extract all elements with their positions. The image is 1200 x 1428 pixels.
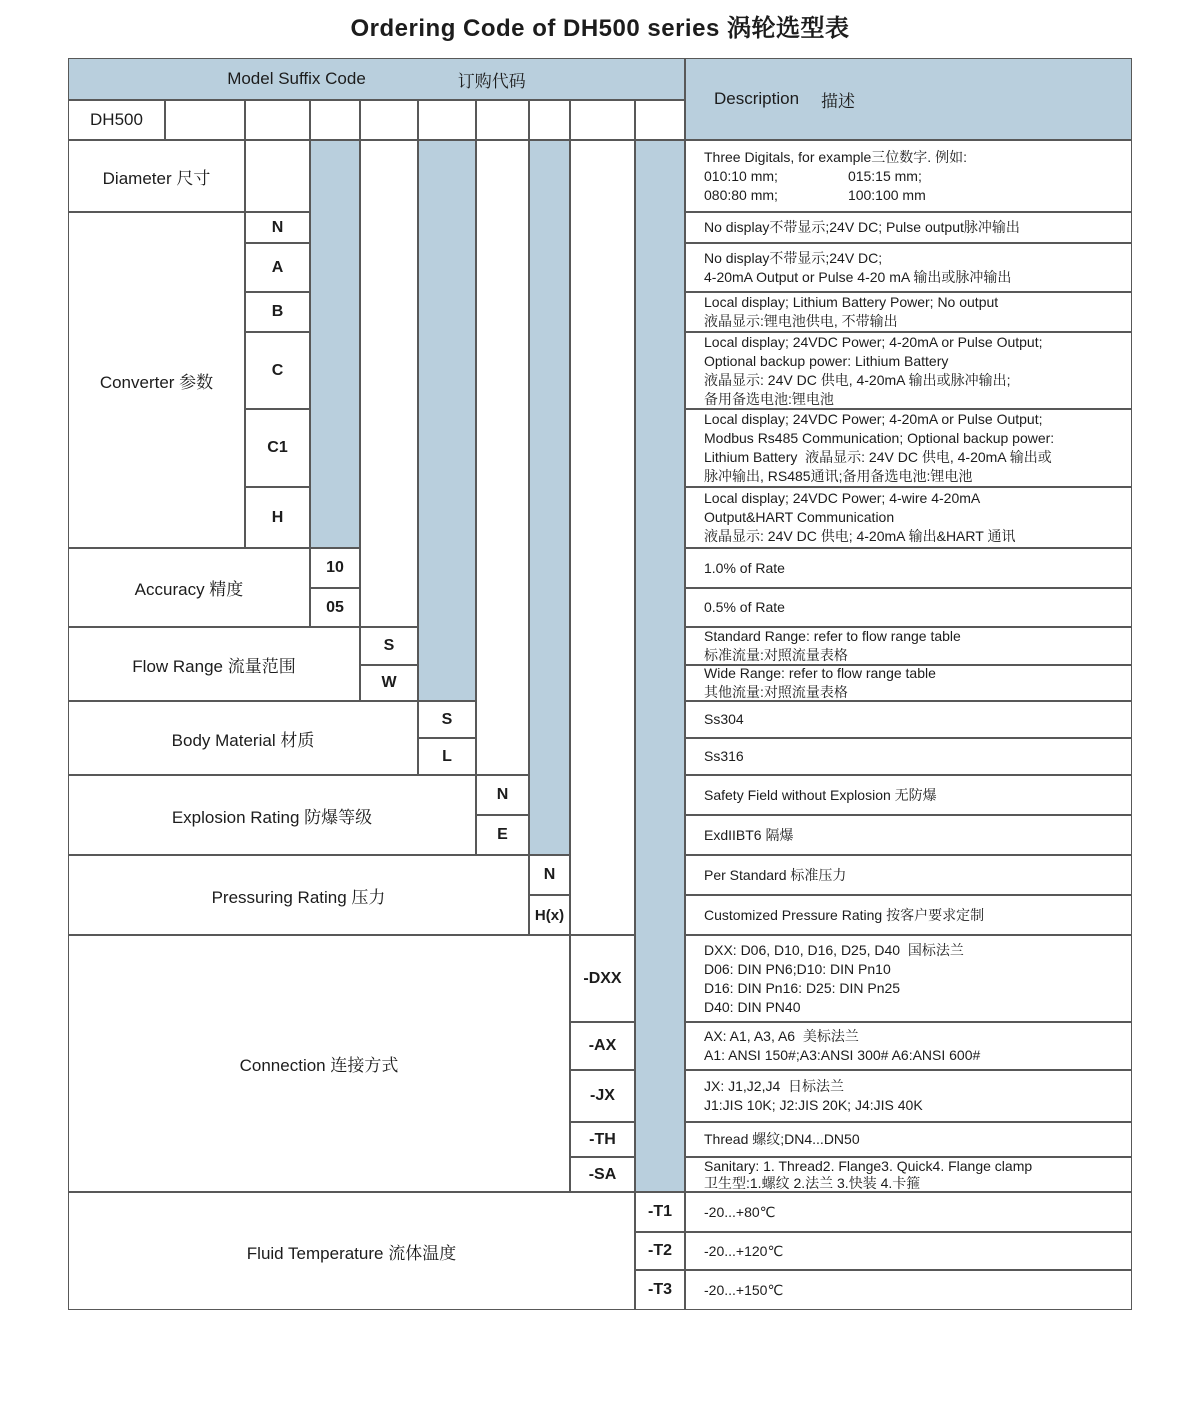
desc-pressure-n bbox=[685, 855, 1132, 895]
desc-line: 1.0% of Rate bbox=[704, 559, 785, 576]
empty-code-box-3 bbox=[310, 100, 360, 140]
empty-code-box-8 bbox=[570, 100, 635, 140]
code-cell-temp-t2: -T2 bbox=[635, 1232, 685, 1270]
desc-line: 标准流量:对照流量表格 bbox=[704, 647, 848, 663]
code-cell-pressure-n: N bbox=[529, 855, 570, 895]
desc-line: Local display; 24VDC Power; 4-20mA or Pulse Output; bbox=[704, 411, 1043, 427]
desc-flow-s bbox=[685, 627, 1132, 665]
desc-connection-sa bbox=[685, 1157, 1132, 1192]
desc-line: Ss316 bbox=[704, 748, 744, 764]
desc-body-s bbox=[685, 701, 1132, 738]
desc-line: Standard Range: refer to flow range table bbox=[704, 628, 961, 644]
code-cell-flow-s: S bbox=[360, 627, 418, 665]
empty-code-box-5 bbox=[418, 100, 476, 140]
code-cell-connection-ax: -AX bbox=[570, 1022, 635, 1070]
desc-line: 液晶显示:锂电池供电, 不带输出 bbox=[704, 313, 898, 329]
desc-connection-th bbox=[685, 1122, 1132, 1157]
desc-line: Local display; 24VDC Power; 4-20mA or Pulse Output; bbox=[704, 333, 1043, 350]
desc-accuracy-05 bbox=[685, 588, 1132, 627]
code-cell-flow-w: W bbox=[360, 665, 418, 701]
header-description-en: Description bbox=[714, 89, 800, 108]
empty-code-box-1 bbox=[165, 100, 245, 140]
desc-accuracy-10 bbox=[685, 548, 1132, 588]
code-cell-connection-dxx: -DXX bbox=[570, 935, 635, 1022]
desc-line: -20...+150℃ bbox=[704, 1281, 784, 1298]
code-cell-explosion-n: N bbox=[476, 775, 529, 815]
group-label-body-material: Body Material 材质 bbox=[68, 701, 418, 775]
stripe-body-column bbox=[418, 140, 476, 701]
desc-line: 液晶显示: 24V DC 供电, 4-20mA 输出或脉冲输出; bbox=[704, 371, 1011, 388]
code-cell-converter-h: H bbox=[245, 487, 310, 548]
desc-converter-n bbox=[685, 212, 1132, 243]
header-model-suffix-code bbox=[68, 58, 685, 100]
desc-line: Thread 螺纹;DN4...DN50 bbox=[704, 1131, 860, 1147]
code-cell-diameter bbox=[245, 140, 310, 212]
desc-line: Ss304 bbox=[704, 711, 744, 727]
header-description bbox=[685, 58, 1132, 140]
gap-flow-column bbox=[360, 140, 418, 627]
desc-line: ExdIIBT6 隔爆 bbox=[704, 826, 794, 843]
code-cell-body-s: S bbox=[418, 701, 476, 738]
desc-line: 010:10 mm; 015:15 mm; bbox=[704, 167, 922, 184]
desc-line: A1: ANSI 150#;A3:ANSI 300# A6:ANSI 600# bbox=[704, 1047, 981, 1063]
desc-line: 备用备选电池:锂电池 bbox=[704, 390, 834, 407]
header-description-cn: 描述 bbox=[821, 91, 856, 111]
desc-line: JX: J1,J2,J4 日标法兰 bbox=[704, 1078, 845, 1094]
group-label-flow-range: Flow Range 流量范围 bbox=[68, 627, 360, 701]
header-order-code-cn: 订购代码 bbox=[457, 71, 526, 91]
desc-line: 卫生型:1.螺纹 2.法兰 3.快装 4.卡箍 bbox=[704, 1174, 921, 1191]
code-cell-converter-b: B bbox=[245, 292, 310, 332]
empty-code-box-6 bbox=[476, 100, 529, 140]
desc-converter-c1 bbox=[685, 409, 1132, 487]
desc-line: Optional backup power: Lithium Battery bbox=[704, 352, 949, 369]
desc-line: Customized Pressure Rating 按客户要求定制 bbox=[704, 906, 985, 923]
desc-temp-t3 bbox=[685, 1270, 1132, 1310]
empty-code-box-7 bbox=[529, 100, 570, 140]
desc-line: 080:80 mm; 100:100 mm bbox=[704, 186, 926, 203]
header-model-suffix-code-en: Model Suffix Code bbox=[227, 69, 366, 88]
desc-temp-t1 bbox=[685, 1192, 1132, 1232]
code-cell-body-l: L bbox=[418, 738, 476, 775]
desc-converter-b bbox=[685, 292, 1132, 332]
group-label-pressuring-rating: Pressuring Rating 压力 bbox=[68, 855, 529, 935]
desc-line: Sanitary: 1. Thread2. Flange3. Quick4. Flange clamp bbox=[704, 1157, 1033, 1174]
group-label-diameter: Diameter 尺寸 bbox=[68, 140, 245, 212]
stripe-pressure-column bbox=[529, 140, 570, 855]
desc-body-l bbox=[685, 738, 1132, 775]
code-cell-explosion-e: E bbox=[476, 815, 529, 855]
desc-converter-c bbox=[685, 332, 1132, 409]
group-label-accuracy: Accuracy 精度 bbox=[68, 548, 310, 627]
stripe-temperature-column bbox=[635, 140, 685, 1192]
desc-line: Per Standard 标准压力 bbox=[704, 866, 847, 883]
code-cell-connection-jx: -JX bbox=[570, 1070, 635, 1122]
page-title: Ordering Code of DH500 series 涡轮选型表 bbox=[350, 15, 850, 42]
group-label-converter: Converter 参数 bbox=[68, 212, 245, 548]
desc-line: Three Digitals, for example三位数字. 例如: bbox=[704, 148, 967, 165]
desc-explosion-e bbox=[685, 815, 1132, 855]
code-cell-converter-c1: C1 bbox=[245, 409, 310, 487]
code-cell-connection-th: -TH bbox=[570, 1122, 635, 1157]
desc-line: Modbus Rs485 Communication; Optional backup power: bbox=[704, 430, 1055, 446]
code-cell-pressure-hx: H(x) bbox=[529, 895, 570, 935]
gap-connection-column bbox=[570, 140, 635, 935]
empty-code-box-4 bbox=[360, 100, 418, 140]
desc-connection-dxx bbox=[685, 935, 1132, 1022]
desc-line: No display不带显示;24V DC; bbox=[704, 249, 883, 266]
desc-line: 其他流量:对照流量表格 bbox=[704, 684, 848, 700]
desc-line: 液晶显示: 24V DC 供电; 4-20mA 输出&HART 通讯 bbox=[704, 528, 1016, 544]
desc-connection-ax bbox=[685, 1022, 1132, 1070]
desc-converter-h bbox=[685, 487, 1132, 548]
code-cell-accuracy-05: 05 bbox=[310, 588, 360, 627]
code-cell-connection-sa: -SA bbox=[570, 1157, 635, 1192]
desc-line: Local display; Lithium Battery Power; No output bbox=[704, 294, 999, 310]
desc-line: Lithium Battery 液晶显示: 24V DC 供电, 4-20mA 输出或 bbox=[704, 449, 1052, 465]
group-label-fluid-temperature: Fluid Temperature 流体温度 bbox=[68, 1192, 635, 1310]
desc-explosion-n bbox=[685, 775, 1132, 815]
desc-temp-t2 bbox=[685, 1232, 1132, 1270]
desc-line: D06: DIN PN6;D10: DIN Pn10 bbox=[704, 960, 891, 977]
group-label-explosion-rating: Explosion Rating 防爆等级 bbox=[68, 775, 476, 855]
desc-line: Local display; 24VDC Power; 4-wire 4-20mA bbox=[704, 490, 981, 506]
gap-explosion-column bbox=[476, 140, 529, 775]
desc-line: -20...+120℃ bbox=[704, 1242, 784, 1259]
desc-pressure-hx bbox=[685, 895, 1132, 935]
stripe-accuracy-column bbox=[310, 140, 360, 548]
desc-line: Wide Range: refer to flow range table bbox=[704, 665, 936, 681]
desc-line: J1:JIS 10K; J2:JIS 20K; J4:JIS 40K bbox=[704, 1097, 923, 1113]
desc-line: D40: DIN PN40 bbox=[704, 998, 801, 1015]
model-cell: DH500 bbox=[68, 100, 165, 140]
code-cell-converter-c: C bbox=[245, 332, 310, 409]
desc-line: AX: A1, A3, A6 美标法兰 bbox=[704, 1028, 859, 1044]
desc-line: 脉冲输出, RS485通讯;备用备选电池:锂电池 bbox=[704, 468, 973, 484]
desc-connection-jx bbox=[685, 1070, 1132, 1122]
empty-code-box-2 bbox=[245, 100, 310, 140]
desc-line: Safety Field without Explosion 无防爆 bbox=[704, 786, 937, 803]
desc-diameter bbox=[685, 140, 1132, 212]
group-label-connection: Connection 连接方式 bbox=[68, 935, 570, 1192]
desc-line: Output&HART Communication bbox=[704, 509, 895, 525]
code-cell-accuracy-10: 10 bbox=[310, 548, 360, 588]
desc-flow-w bbox=[685, 665, 1132, 701]
desc-line: No display不带显示;24V DC; Pulse output脉冲输出 bbox=[704, 219, 1020, 235]
desc-converter-a bbox=[685, 243, 1132, 292]
desc-line: DXX: D06, D10, D16, D25, D40 国标法兰 bbox=[704, 941, 964, 958]
code-cell-temp-t1: -T1 bbox=[635, 1192, 685, 1232]
desc-line: D16: DIN Pn16: D25: DIN Pn25 bbox=[704, 979, 901, 996]
desc-line: 4-20mA Output or Pulse 4-20 mA 输出或脉冲输出 bbox=[704, 268, 1012, 285]
code-cell-temp-t3: -T3 bbox=[635, 1270, 685, 1310]
code-cell-converter-n: N bbox=[245, 212, 310, 243]
empty-code-box-9 bbox=[635, 100, 685, 140]
desc-line: -20...+80℃ bbox=[704, 1203, 776, 1220]
desc-line: 0.5% of Rate bbox=[704, 599, 785, 615]
code-cell-converter-a: A bbox=[245, 243, 310, 292]
ordering-code-table bbox=[68, 58, 1132, 1310]
